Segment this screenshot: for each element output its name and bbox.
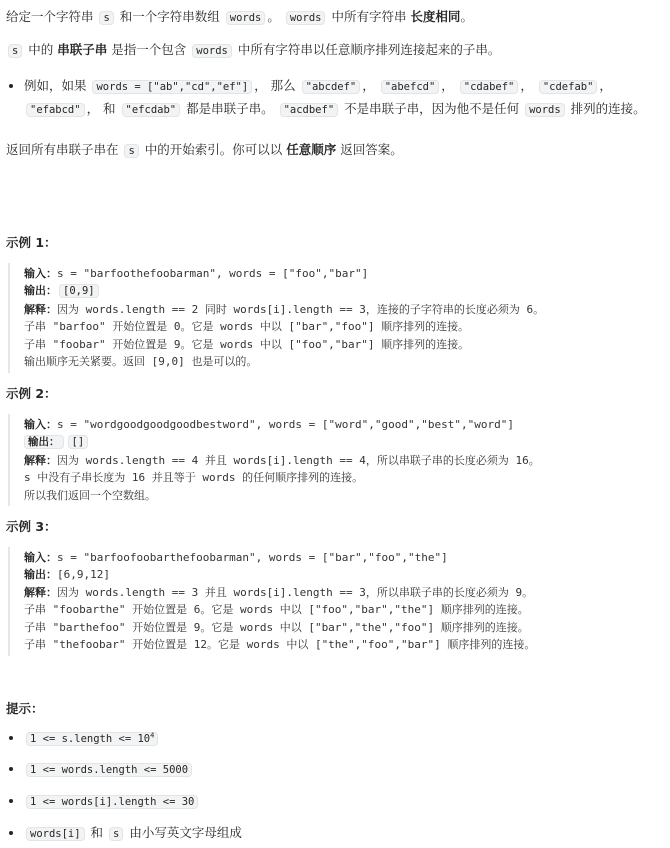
bold-text: 长度相同 (410, 9, 461, 24)
text: 中的 (24, 41, 58, 57)
text: 中所有字符串以任意顺序排列连接起来的子串。 (233, 41, 501, 57)
text: 返回答案。 (336, 142, 403, 158)
example-bullet-list (6, 74, 664, 122)
inline-code: words (286, 11, 326, 25)
output-label: 输出： (24, 284, 57, 298)
intro-paragraph-1 (6, 8, 664, 27)
explanation-line: 因为 words.length == 3 并且 words[i].length == 3，所以串联子串的长度必须为 9。 (57, 585, 534, 599)
separator: ， (441, 77, 458, 93)
explanation-line: 子串 "foobarthe" 开始位置是 6。它是 words 中以 ["foo","bar","the"] 顺序排列的连接。 (24, 603, 529, 617)
separator: ， (362, 77, 379, 93)
output-label: 输出： (24, 435, 64, 449)
text: 和一个字符串数组 (115, 9, 224, 24)
constraint-text: 1 <= s.length <= 10 (30, 732, 151, 745)
inline-code: words[i] (26, 827, 85, 841)
superscript: 4 (150, 731, 155, 740)
intro-paragraph-2 (6, 41, 664, 60)
text: 和 (86, 824, 108, 840)
constraints-list (6, 729, 664, 842)
output-value: [] (68, 435, 89, 449)
input-value: s = "barfoofoobarthefoobarman", words = ["bar","foo","the"] (57, 550, 448, 564)
explanation-line: 子串 "barthefoo" 开始位置是 9。它是 words 中以 ["bar","the","foo"] 顺序排列的连接。 (24, 620, 529, 634)
list-item (24, 792, 664, 810)
text: 返回所有串联子串在 (6, 142, 123, 158)
inline-code: s (109, 827, 123, 841)
output-value: [6,9,12] (57, 568, 110, 582)
example-title: 示例 3： (6, 519, 57, 535)
example-code-block (8, 547, 664, 656)
text: 例如，如果 (24, 77, 91, 93)
inline-code: words = ["ab","cd","ef"] (92, 80, 252, 94)
text: 由小写英文字母组成 (125, 824, 242, 840)
example-code-block (8, 414, 664, 507)
inline-code: "acdbef" (280, 103, 339, 117)
input-value: s = "barfoothefoobarman", words = ["foo","bar"] (57, 266, 369, 280)
inline-code: "abcdef" (302, 80, 361, 94)
explanation-line: 子串 "thefoobar" 开始位置是 12。它是 words 中以 ["the","foo","bar"] 顺序排列的连接。 (24, 638, 536, 652)
text: 中所有字符串 (327, 9, 411, 24)
text: 。 (267, 9, 284, 24)
output-label: 输出： (24, 568, 57, 582)
explanation-line: 因为 words.length == 4 并且 words[i].length == 4，所以串联子串的长度必须为 16。 (57, 453, 540, 467)
inline-code: words (525, 103, 565, 117)
inline-code: words (192, 44, 232, 58)
explanation-label: 解释： (24, 453, 57, 467)
example-1 (6, 234, 664, 373)
text: 给定一个字符串 (6, 9, 98, 24)
input-label: 输入： (24, 550, 57, 564)
example-title: 示例 2： (6, 385, 57, 401)
intro-paragraph-3 (6, 141, 664, 160)
inline-code: words (226, 11, 266, 25)
output-value: [0,9] (59, 284, 99, 298)
inline-code: "cdabef" (460, 80, 519, 94)
example-code-block (8, 263, 664, 373)
inline-code: 1 <= words[i].length <= 30 (26, 795, 198, 809)
list-item (24, 760, 664, 778)
explanation-line: 子串 "foobar" 开始位置是 9。它是 words 中以 ["foo","bar"] 顺序排列的连接。 (24, 337, 470, 351)
inline-code: 1 <= words.length <= 5000 (26, 763, 192, 777)
explanation-label: 解释： (24, 585, 57, 599)
inline-code: "efcdab" (122, 103, 181, 117)
example-title: 示例 1： (6, 235, 57, 251)
example-3 (6, 518, 664, 656)
list-item (24, 824, 664, 842)
explanation-line: 因为 words.length == 2 同时 words[i].length == 3，连接的子字符串的长度必须为 6。 (57, 302, 545, 316)
input-label: 输入： (24, 266, 57, 280)
explanation-line: 输出顺序无关紧要。返回 [9,0] 也是可以的。 (24, 355, 258, 369)
explanation-line: 所以我们返回一个空数组。 (24, 488, 156, 502)
text: 不是串联子串，因为他不是任何 (340, 101, 524, 117)
separator: ， (599, 77, 612, 93)
text: 都是串联子串。 (182, 101, 278, 117)
inline-code: "abefcd" (381, 80, 440, 94)
text: ， 和 (86, 101, 120, 117)
inline-code (26, 732, 158, 746)
text: 是指一个包含 (107, 41, 191, 57)
inline-code: s (8, 44, 22, 58)
list-item (24, 729, 664, 747)
bold-text: 串联子串 (57, 41, 108, 57)
inline-code: "cdefab" (539, 80, 598, 94)
text: ， 那么 (254, 77, 300, 93)
example-2 (6, 385, 664, 506)
list-item (24, 74, 664, 122)
text: 排列的连接。 (566, 101, 646, 117)
text: 。 (460, 9, 473, 24)
input-label: 输入： (24, 417, 57, 431)
explanation-label: 解释： (24, 302, 57, 316)
inline-code: "efabcd" (26, 103, 85, 117)
bold-text: 任意顺序 (286, 142, 337, 158)
explanation-line: 子串 "barfoo" 开始位置是 0。它是 words 中以 ["bar","foo"] 顺序排列的连接。 (24, 320, 470, 334)
inline-code: s (99, 11, 113, 25)
separator: ， (520, 77, 537, 93)
text: 中的开始索引。你可以以 (140, 142, 287, 158)
constraints-title: 提示： (6, 700, 44, 716)
input-value: s = "wordgoodgoodgoodbestword", words = ["word","good","best","word"] (57, 417, 514, 431)
explanation-line: s 中没有子串长度为 16 并且等于 words 的任何顺序排列的连接。 (24, 471, 364, 485)
inline-code: s (124, 144, 138, 158)
